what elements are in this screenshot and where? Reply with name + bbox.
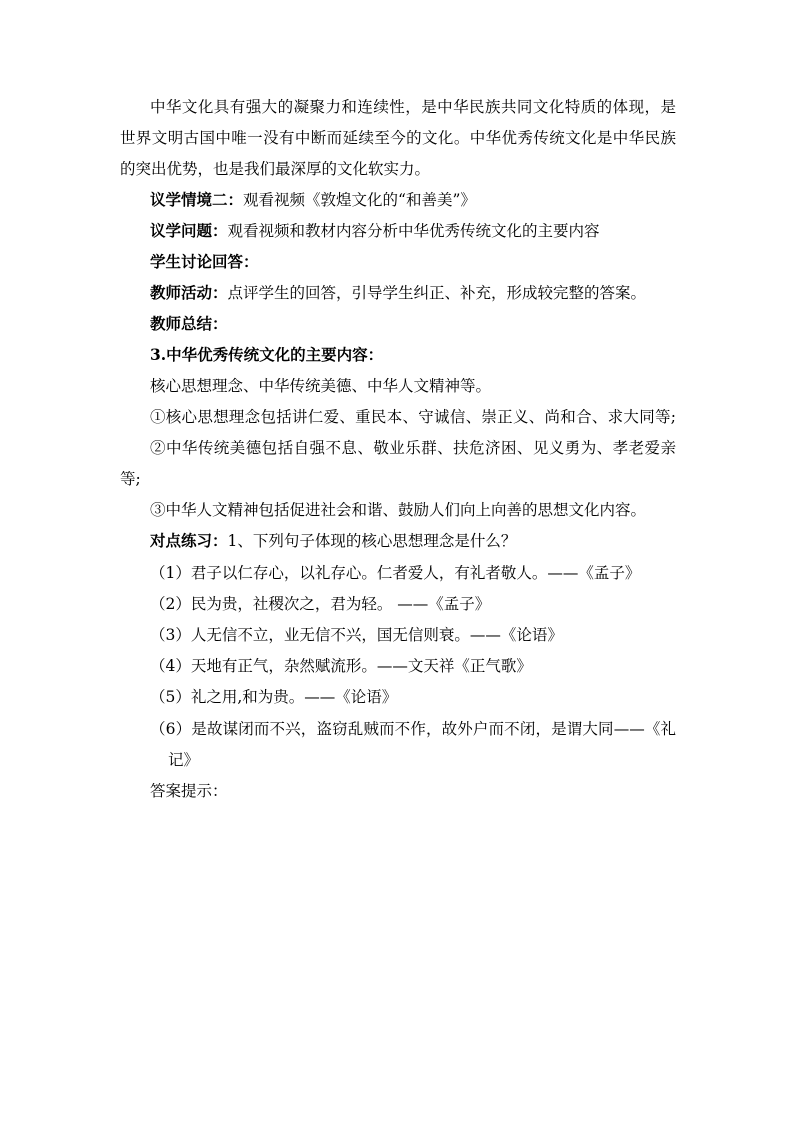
question-label: 议学问题： <box>150 221 228 240</box>
practice-item-4: （4）天地有正气，杂然赋流形。——文天祥《正气歌》 <box>150 657 532 675</box>
practice-text: 1、下列句子体现的核心思想理念是什么？ <box>227 532 517 550</box>
section3-overview: 核心思想理念、中华传统美德、中华人文精神等。 <box>150 377 492 395</box>
question-line <box>150 220 600 242</box>
practice-item-1: （1）君子以仁存心，以礼存心。仁者爱人，有礼者敬人。——《孟子》 <box>150 564 641 582</box>
teacher-activity-label: 教师活动： <box>150 283 228 302</box>
section3-item-2-line-2: 等; <box>120 470 141 488</box>
situation-text: 观看视频《敦煌文化的“和善美”》 <box>243 191 476 209</box>
practice-item-2: （2）民为贵，社稷次之，君为轻。 ——《孟子》 <box>150 595 491 613</box>
practice-item-3: （3）人无信不立，业无信不兴，国无信则衰。——《论语》 <box>150 626 563 644</box>
practice-item-6-line-2: 记》 <box>168 751 200 769</box>
practice-label: 对点练习： <box>150 531 228 550</box>
section3-heading: 3.中华优秀传统文化的主要内容： <box>150 345 384 364</box>
teacher-activity-line <box>150 282 646 304</box>
section3-item-1: ①核心思想理念包括讲仁爱、重民本、守诚信、崇正义、尚和合、求大同等; <box>150 408 676 426</box>
situation-line <box>150 189 476 211</box>
question-text: 观看视频和教材内容分析中华优秀传统文化的主要内容 <box>227 222 600 240</box>
intro-line-2: 世界文明古国中唯一没有中断而延续至今的文化。中华优秀传统文化是中华民族 <box>120 129 676 147</box>
practice-item-5: （5）礼之用,和为贵。——《论语》 <box>150 688 398 706</box>
practice-item-6-line-1: （6）是故谋闭而不兴，盗窃乱贼而不作，故外户而不闭，是谓大同——《礼 <box>150 720 676 738</box>
student-answer-label: 学生讨论回答： <box>150 252 259 271</box>
teacher-activity-text: 点评学生的回答，引导学生纠正、补充，形成较完整的答案。 <box>227 284 647 302</box>
intro-line-1: 中华文化具有强大的凝聚力和连续性，是中华民族共同文化特质的体现，是 <box>150 98 676 116</box>
teacher-summary-label: 教师总结： <box>150 314 228 333</box>
situation-label: 议学情境二： <box>150 190 244 209</box>
answer-hint-label: 答案提示： <box>150 782 228 800</box>
section3-item-3: ③中华人文精神包括促进社会和谐、鼓励人们向上向善的思想文化内容。 <box>150 501 647 519</box>
intro-line-3: 的突出优势，也是我们最深厚的文化软实力。 <box>120 160 431 178</box>
section3-item-2-line-1: ②中华传统美德包括自强不息、敬业乐群、扶危济困、见义勇为、孝老爱亲 <box>150 439 676 457</box>
practice-line <box>150 530 516 552</box>
